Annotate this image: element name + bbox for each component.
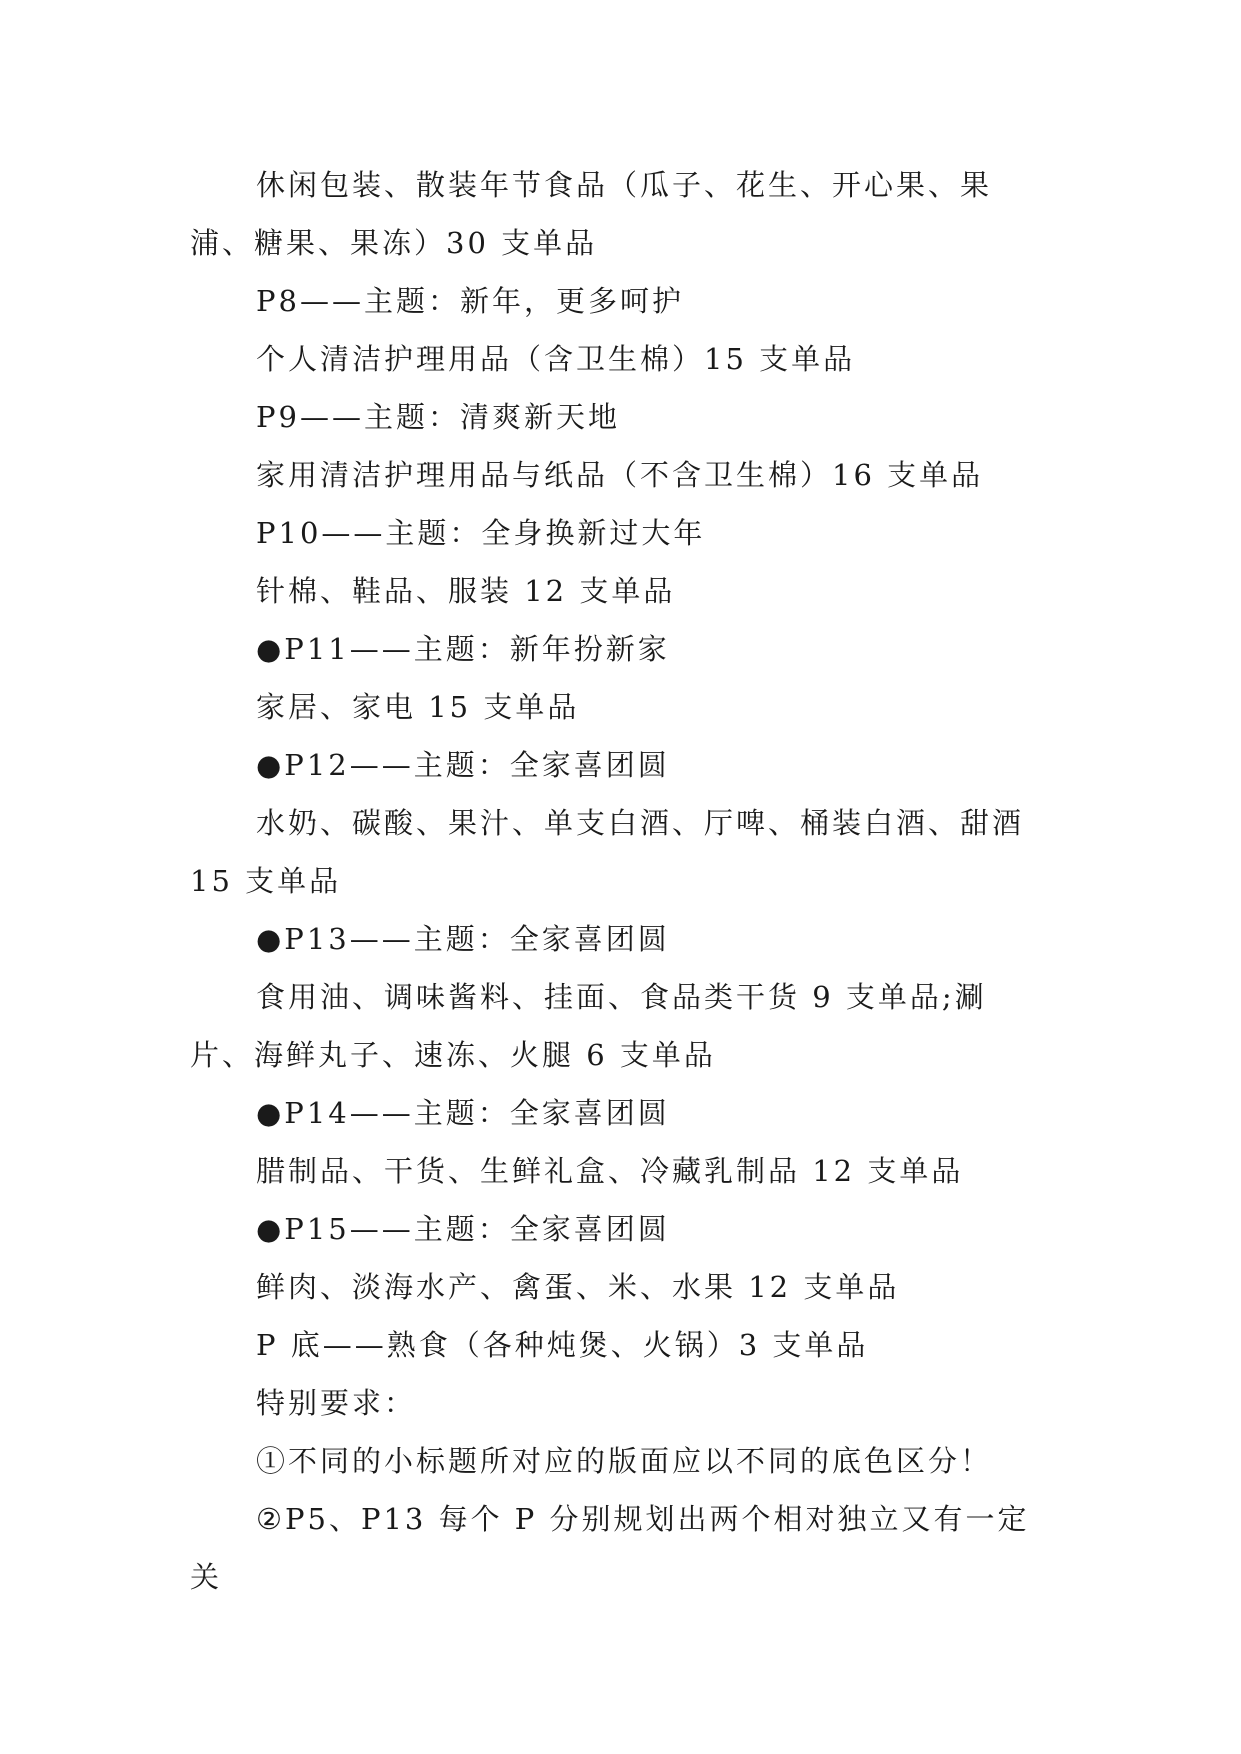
paragraph-p13-items: 食用油、调味酱料、挂面、食品类干货 9 支单品;涮片、海鲜丸子、速冻、火腿 6 支单品 [190,980,987,1072]
heading-p13: ●P13——主题：全家喜团圆 [256,922,670,956]
paragraph-p9-items: 家用清洁护理用品与纸品（不含卫生棉）16 支单品 [256,458,984,492]
heading-p10: P10——主题：全身换新过大年 [256,516,706,550]
special-requirements-heading: 特别要求： [256,1386,417,1420]
heading-p14: ●P14——主题：全家喜团圆 [256,1096,670,1130]
paragraph-snacks: 休闲包装、散装年节食品（瓜子、花生、开心果、果浦、糖果、果冻）30 支单品 [190,168,993,260]
paragraph-p15-items: 鲜肉、淡海水产、禽蛋、米、水果 12 支单品 [256,1270,900,1304]
paragraph-p11-items: 家居、家电 15 支单品 [256,690,580,724]
paragraph-p10-items: 针棉、鞋品、服装 12 支单品 [256,574,676,608]
heading-p11: ●P11——主题：新年扮新家 [256,632,670,666]
paragraph-p12-items: 水奶、碳酸、果汁、单支白酒、厅啤、桶装白酒、甜酒 15 支单品 [190,806,1025,898]
heading-p15: ●P15——主题：全家喜团圆 [256,1212,670,1246]
document-body [190,156,1050,1606]
requirement-2: ②P5、P13 每个 P 分别规划出两个相对独立又有一定关 [190,1502,1030,1594]
requirement-1: ①不同的小标题所对应的版面应以不同的底色区分！ [256,1444,993,1478]
paragraph-p8-items: 个人清洁护理用品（含卫生棉）15 支单品 [256,342,856,376]
paragraph-p14-items: 腊制品、干货、生鲜礼盒、冷藏乳制品 12 支单品 [256,1154,964,1188]
heading-p8: P8——主题：新年，更多呵护 [256,284,684,318]
heading-p12: ●P12——主题：全家喜团圆 [256,748,670,782]
paragraph-p-bottom: P 底——熟食（各种炖煲、火锅）3 支单品 [256,1328,869,1362]
heading-p9: P9——主题：清爽新天地 [256,400,620,434]
